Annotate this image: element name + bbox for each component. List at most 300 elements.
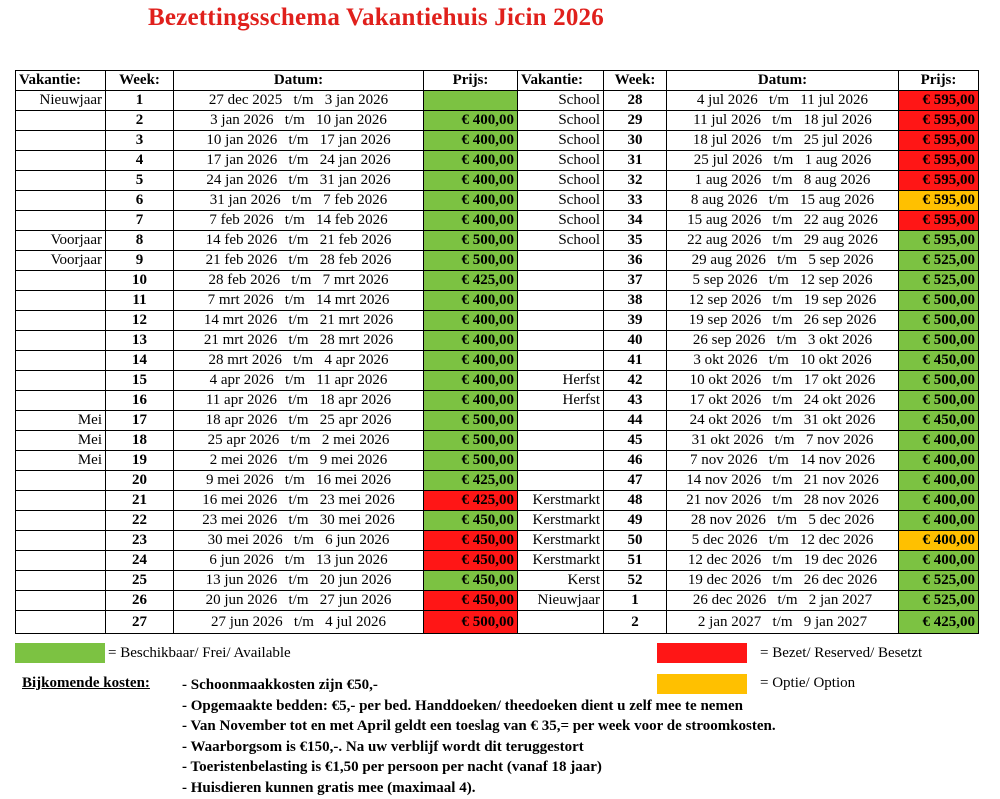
date-to: 28 mrt 2026 (319, 332, 394, 348)
week-number: 47 (604, 471, 667, 491)
price-cell: € 425,00 (899, 611, 979, 634)
table-row (16, 211, 979, 231)
date-sep: t/m (288, 452, 309, 468)
vacation-label (518, 431, 604, 451)
date-to: 23 mei 2026 (319, 492, 395, 508)
price-cell: € 400,00 (424, 331, 518, 351)
extra-cost-item: - Van November tot en met April geldt een toeslag van € 35,= per week voor de stroomkosten. (182, 718, 776, 734)
week-number: 12 (106, 311, 174, 331)
date-from: 11 jul 2026 (693, 112, 761, 128)
date-from: 5 dec 2026 (691, 532, 758, 548)
date-to: 2 jan 2027 (808, 592, 873, 608)
extra-costs-label: Bijkomende kosten: (22, 675, 150, 691)
date-from: 27 jun 2026 (210, 614, 283, 630)
vacation-label (16, 351, 106, 371)
price-cell: € 595,00 (899, 211, 979, 231)
week-number: 22 (106, 511, 174, 531)
price-cell: € 400,00 (424, 211, 518, 231)
date-from: 3 okt 2026 (693, 352, 758, 368)
date-to: 2 mei 2026 (321, 432, 390, 448)
date-sep: t/m (772, 572, 793, 588)
price-cell: € 500,00 (424, 231, 518, 251)
date-sep: t/m (291, 272, 312, 288)
date-to: 28 feb 2026 (319, 252, 392, 268)
table-row (16, 291, 979, 311)
date-from: 28 mrt 2026 (208, 352, 282, 368)
vacation-label (518, 471, 604, 491)
date-sep: t/m (768, 272, 789, 288)
date-from: 5 sep 2026 (692, 272, 758, 288)
date-sep: t/m (291, 192, 312, 208)
date-from: 17 okt 2026 (689, 392, 762, 408)
vacation-label (518, 251, 604, 271)
week-number: 5 (106, 171, 174, 191)
date-from: 12 sep 2026 (688, 292, 762, 308)
vacation-label: Voorjaar (16, 231, 106, 251)
header-week: Week: (604, 71, 667, 91)
date-range (174, 351, 424, 371)
table-row (16, 231, 979, 251)
table-row (16, 591, 979, 611)
week-number: 38 (604, 291, 667, 311)
date-to: 4 jul 2026 (325, 614, 387, 630)
date-range (667, 531, 899, 551)
table-row (16, 391, 979, 411)
date-range (667, 351, 899, 371)
vacation-label (518, 271, 604, 291)
date-sep: t/m (772, 392, 793, 408)
date-from: 31 jan 2026 (209, 192, 281, 208)
date-from: 12 dec 2026 (687, 552, 762, 568)
vacation-label: Kerst (518, 571, 604, 591)
week-number: 7 (106, 211, 174, 231)
date-range (174, 191, 424, 211)
week-number: 25 (106, 571, 174, 591)
date-range (174, 611, 424, 634)
date-sep: t/m (293, 532, 314, 548)
price-cell: € 400,00 (424, 291, 518, 311)
date-to: 7 mrt 2026 (322, 272, 389, 288)
week-number: 37 (604, 271, 667, 291)
date-from: 30 mei 2026 (207, 532, 283, 548)
vacation-label: School (518, 91, 604, 111)
price-cell: € 450,00 (424, 531, 518, 551)
header-vakantie: Vakantie: (16, 71, 106, 91)
date-to: 15 aug 2026 (800, 192, 875, 208)
date-sep: t/m (772, 212, 793, 228)
extra-cost-item: - Toeristenbelasting is €1,50 per persoon per nacht (vanaf 18 jaar) (182, 759, 602, 775)
vacation-label (16, 551, 106, 571)
date-from: 28 nov 2026 (690, 512, 766, 528)
vacation-label (16, 191, 106, 211)
date-range (174, 291, 424, 311)
date-from: 16 mei 2026 (202, 492, 278, 508)
date-range (174, 471, 424, 491)
date-range (667, 311, 899, 331)
date-to: 28 nov 2026 (803, 492, 879, 508)
vacation-label: Kerstmarkt (518, 551, 604, 571)
vacation-label (16, 291, 106, 311)
price-cell: € 400,00 (424, 391, 518, 411)
legend-available-label: = Beschikbaar/ Frei/ Available (108, 645, 291, 661)
price-cell: € 595,00 (899, 191, 979, 211)
week-number: 19 (106, 451, 174, 471)
date-to: 14 nov 2026 (800, 452, 875, 468)
date-sep: t/m (288, 252, 309, 268)
date-range (174, 491, 424, 511)
date-range (667, 271, 899, 291)
table-row (16, 511, 979, 531)
date-range (667, 511, 899, 531)
date-range (667, 211, 899, 231)
vacation-label: Nieuwjaar (16, 91, 106, 111)
date-range (174, 511, 424, 531)
date-to: 7 nov 2026 (805, 432, 874, 448)
vacation-label (16, 611, 106, 634)
date-to: 1 aug 2026 (804, 152, 872, 168)
table-row (16, 331, 979, 351)
date-range (174, 171, 424, 191)
date-sep: t/m (773, 152, 794, 168)
week-number: 21 (106, 491, 174, 511)
date-sep: t/m (772, 552, 793, 568)
date-to: 25 apr 2026 (319, 412, 392, 428)
date-sep: t/m (772, 372, 793, 388)
header-prijs: Prijs: (424, 71, 518, 91)
price-cell: € 400,00 (424, 311, 518, 331)
date-from: 7 feb 2026 (209, 212, 274, 228)
date-from: 8 aug 2026 (690, 192, 758, 208)
date-range (174, 211, 424, 231)
date-from: 25 jul 2026 (693, 152, 763, 168)
date-to: 31 jan 2026 (319, 172, 391, 188)
date-range (667, 571, 899, 591)
date-from: 9 mei 2026 (205, 472, 274, 488)
price-cell: € 400,00 (899, 551, 979, 571)
table-row (16, 271, 979, 291)
date-to: 19 sep 2026 (803, 292, 877, 308)
date-from: 26 sep 2026 (692, 332, 766, 348)
date-range (174, 111, 424, 131)
date-to: 3 jan 2026 (324, 92, 389, 108)
vacation-label: School (518, 191, 604, 211)
date-to: 5 sep 2026 (808, 252, 874, 268)
date-range (174, 371, 424, 391)
week-number: 40 (604, 331, 667, 351)
table-row (16, 171, 979, 191)
extra-cost-item: - Schoonmaakkosten zijn €50,- (182, 677, 378, 693)
table-row (16, 191, 979, 211)
date-sep: t/m (288, 412, 309, 428)
date-to: 5 dec 2026 (808, 512, 875, 528)
date-range (667, 431, 899, 451)
date-sep: t/m (288, 512, 309, 528)
date-from: 31 okt 2026 (691, 432, 764, 448)
date-range (174, 411, 424, 431)
week-number: 30 (604, 131, 667, 151)
vacation-label (16, 371, 106, 391)
date-range (174, 331, 424, 351)
price-cell: € 400,00 (424, 351, 518, 371)
price-cell: € 595,00 (899, 151, 979, 171)
date-sep: t/m (288, 232, 309, 248)
price-cell: € 400,00 (899, 451, 979, 471)
date-range (174, 311, 424, 331)
week-number: 20 (106, 471, 174, 491)
date-range (174, 251, 424, 271)
week-number: 1 (106, 91, 174, 111)
date-from: 24 okt 2026 (689, 412, 762, 428)
vacation-label (16, 511, 106, 531)
week-number: 2 (604, 611, 667, 634)
date-to: 24 jan 2026 (319, 152, 391, 168)
vacation-label: School (518, 171, 604, 191)
date-range (667, 251, 899, 271)
date-range (174, 531, 424, 551)
week-number: 13 (106, 331, 174, 351)
date-range (667, 451, 899, 471)
date-to: 26 sep 2026 (803, 312, 877, 328)
date-to: 11 jul 2026 (800, 92, 869, 108)
price-cell: € 500,00 (424, 411, 518, 431)
week-number: 14 (106, 351, 174, 371)
table-row (16, 351, 979, 371)
date-from: 20 jun 2026 (205, 592, 278, 608)
date-from: 25 apr 2026 (207, 432, 280, 448)
week-number: 35 (604, 231, 667, 251)
week-number: 24 (106, 551, 174, 571)
date-to: 19 dec 2026 (803, 552, 878, 568)
date-from: 10 okt 2026 (689, 372, 762, 388)
date-from: 19 sep 2026 (688, 312, 762, 328)
header-vakantie: Vakantie: (518, 71, 604, 91)
date-from: 14 feb 2026 (205, 232, 278, 248)
date-from: 7 nov 2026 (689, 452, 758, 468)
table-row (16, 531, 979, 551)
week-number: 18 (106, 431, 174, 451)
date-range (667, 371, 899, 391)
table-header-row (16, 71, 979, 91)
vacation-label: Herfst (518, 391, 604, 411)
price-cell: € 595,00 (899, 171, 979, 191)
vacation-label (16, 211, 106, 231)
price-cell: € 400,00 (424, 171, 518, 191)
date-sep: t/m (772, 312, 793, 328)
price-cell: € 450,00 (424, 511, 518, 531)
date-to: 17 jan 2026 (319, 132, 391, 148)
week-number: 48 (604, 491, 667, 511)
date-sep: t/m (772, 614, 793, 630)
price-cell: € 500,00 (424, 431, 518, 451)
date-range (174, 131, 424, 151)
vacation-label (518, 611, 604, 634)
date-range (667, 471, 899, 491)
date-range (667, 291, 899, 311)
date-to: 4 apr 2026 (324, 352, 389, 368)
vacation-label: Kerstmarkt (518, 511, 604, 531)
week-number: 28 (604, 91, 667, 111)
date-sep: t/m (772, 112, 793, 128)
week-number: 23 (106, 531, 174, 551)
date-range (667, 591, 899, 611)
week-number: 29 (604, 111, 667, 131)
price-cell (424, 91, 518, 111)
date-range (174, 151, 424, 171)
date-to: 14 mrt 2026 (316, 292, 390, 308)
price-cell: € 500,00 (899, 391, 979, 411)
price-cell: € 400,00 (424, 191, 518, 211)
table-row (16, 571, 979, 591)
date-sep: t/m (777, 512, 798, 528)
date-sep: t/m (288, 132, 309, 148)
table-row (16, 311, 979, 331)
date-from: 28 feb 2026 (208, 272, 281, 288)
date-sep: t/m (293, 614, 314, 630)
header-prijs: Prijs: (899, 71, 979, 91)
date-from: 14 nov 2026 (686, 472, 762, 488)
vacation-label (518, 351, 604, 371)
price-cell: € 450,00 (899, 411, 979, 431)
vacation-label (16, 171, 106, 191)
date-range (174, 591, 424, 611)
price-cell: € 450,00 (424, 571, 518, 591)
date-sep: t/m (768, 192, 789, 208)
date-range (667, 491, 899, 511)
date-sep: t/m (768, 452, 789, 468)
week-number: 45 (604, 431, 667, 451)
date-from: 10 jan 2026 (206, 132, 278, 148)
date-to: 22 aug 2026 (803, 212, 878, 228)
date-to: 9 jan 2027 (803, 614, 868, 630)
price-cell: € 500,00 (899, 311, 979, 331)
date-to: 17 okt 2026 (803, 372, 876, 388)
date-from: 29 aug 2026 (691, 252, 766, 268)
week-number: 34 (604, 211, 667, 231)
price-cell: € 400,00 (899, 431, 979, 451)
week-number: 49 (604, 511, 667, 531)
week-number: 52 (604, 571, 667, 591)
week-number: 8 (106, 231, 174, 251)
date-sep: t/m (774, 432, 795, 448)
price-cell: € 400,00 (424, 111, 518, 131)
date-to: 27 jun 2026 (319, 592, 392, 608)
price-cell: € 500,00 (899, 331, 979, 351)
price-cell: € 400,00 (424, 371, 518, 391)
date-from: 13 jun 2026 (205, 572, 278, 588)
vacation-label: School (518, 231, 604, 251)
date-sep: t/m (769, 92, 790, 108)
vacation-label (16, 491, 106, 511)
table-row (16, 451, 979, 471)
date-sep: t/m (772, 492, 793, 508)
date-sep: t/m (777, 592, 798, 608)
date-from: 6 jun 2026 (209, 552, 274, 568)
table-row (16, 131, 979, 151)
week-number: 16 (106, 391, 174, 411)
price-cell: € 525,00 (899, 591, 979, 611)
vacation-label: Nieuwjaar (518, 591, 604, 611)
price-cell: € 525,00 (899, 571, 979, 591)
extra-cost-item: - Opgemaakte bedden: €5,- per bed. Handdoeken/ theedoeken dient u zelf mee te nemen (182, 697, 743, 714)
week-number: 17 (106, 411, 174, 431)
date-sep: t/m (772, 172, 793, 188)
week-number: 51 (604, 551, 667, 571)
vacation-label: School (518, 111, 604, 131)
vacation-label (518, 311, 604, 331)
vacation-label (16, 571, 106, 591)
vacation-label: Kerstmarkt (518, 531, 604, 551)
date-to: 21 mrt 2026 (319, 312, 394, 328)
date-from: 2 mei 2026 (209, 452, 278, 468)
date-to: 12 dec 2026 (800, 532, 874, 548)
week-number: 9 (106, 251, 174, 271)
date-from: 11 apr 2026 (205, 392, 277, 408)
vacation-label: Mei (16, 411, 106, 431)
header-datum: Datum: (667, 71, 899, 91)
price-cell: € 400,00 (899, 511, 979, 531)
week-number: 26 (106, 591, 174, 611)
week-number: 44 (604, 411, 667, 431)
table-row (16, 431, 979, 451)
week-number: 46 (604, 451, 667, 471)
vacation-label (16, 591, 106, 611)
date-to: 20 jun 2026 (319, 572, 392, 588)
date-sep: t/m (288, 492, 309, 508)
week-number: 27 (106, 611, 174, 634)
date-range (667, 171, 899, 191)
extra-cost-item: - Waarborgsom is €150,-. Na uw verblijf wordt dit teruggestort (182, 738, 584, 755)
week-number: 43 (604, 391, 667, 411)
price-cell: € 400,00 (424, 131, 518, 151)
page-title: Bezettingsschema Vakantiehuis Jicin 2026 (148, 4, 604, 31)
date-range (667, 231, 899, 251)
week-number: 32 (604, 171, 667, 191)
date-sep: t/m (288, 152, 309, 168)
date-sep: t/m (285, 372, 306, 388)
date-sep: t/m (288, 332, 309, 348)
date-to: 12 sep 2026 (800, 272, 873, 288)
price-cell: € 425,00 (424, 471, 518, 491)
extra-cost-item: - Huisdieren kunnen gratis mee (maximaal 4). (182, 779, 476, 796)
date-from: 3 jan 2026 (210, 112, 274, 128)
week-number: 11 (106, 291, 174, 311)
week-number: 2 (106, 111, 174, 131)
date-range (667, 391, 899, 411)
week-number: 50 (604, 531, 667, 551)
legend-option-label: = Optie/ Option (760, 675, 856, 691)
table-row (16, 491, 979, 511)
price-cell: € 500,00 (424, 611, 518, 634)
date-from: 15 aug 2026 (687, 212, 762, 228)
vacation-label (16, 131, 106, 151)
date-to: 24 okt 2026 (803, 392, 876, 408)
date-from: 27 dec 2025 (208, 92, 283, 108)
price-cell: € 525,00 (899, 271, 979, 291)
date-to: 8 aug 2026 (803, 172, 871, 188)
date-sep: t/m (290, 432, 311, 448)
date-sep: t/m (293, 92, 314, 108)
date-from: 1 aug 2026 (694, 172, 762, 188)
date-from: 4 jul 2026 (696, 92, 758, 108)
date-sep: t/m (772, 232, 793, 248)
week-number: 39 (604, 311, 667, 331)
week-number: 33 (604, 191, 667, 211)
table-row (16, 371, 979, 391)
table-row (16, 111, 979, 131)
vacation-label (518, 291, 604, 311)
header-datum: Datum: (174, 71, 424, 91)
extra-costs-list (182, 675, 776, 798)
